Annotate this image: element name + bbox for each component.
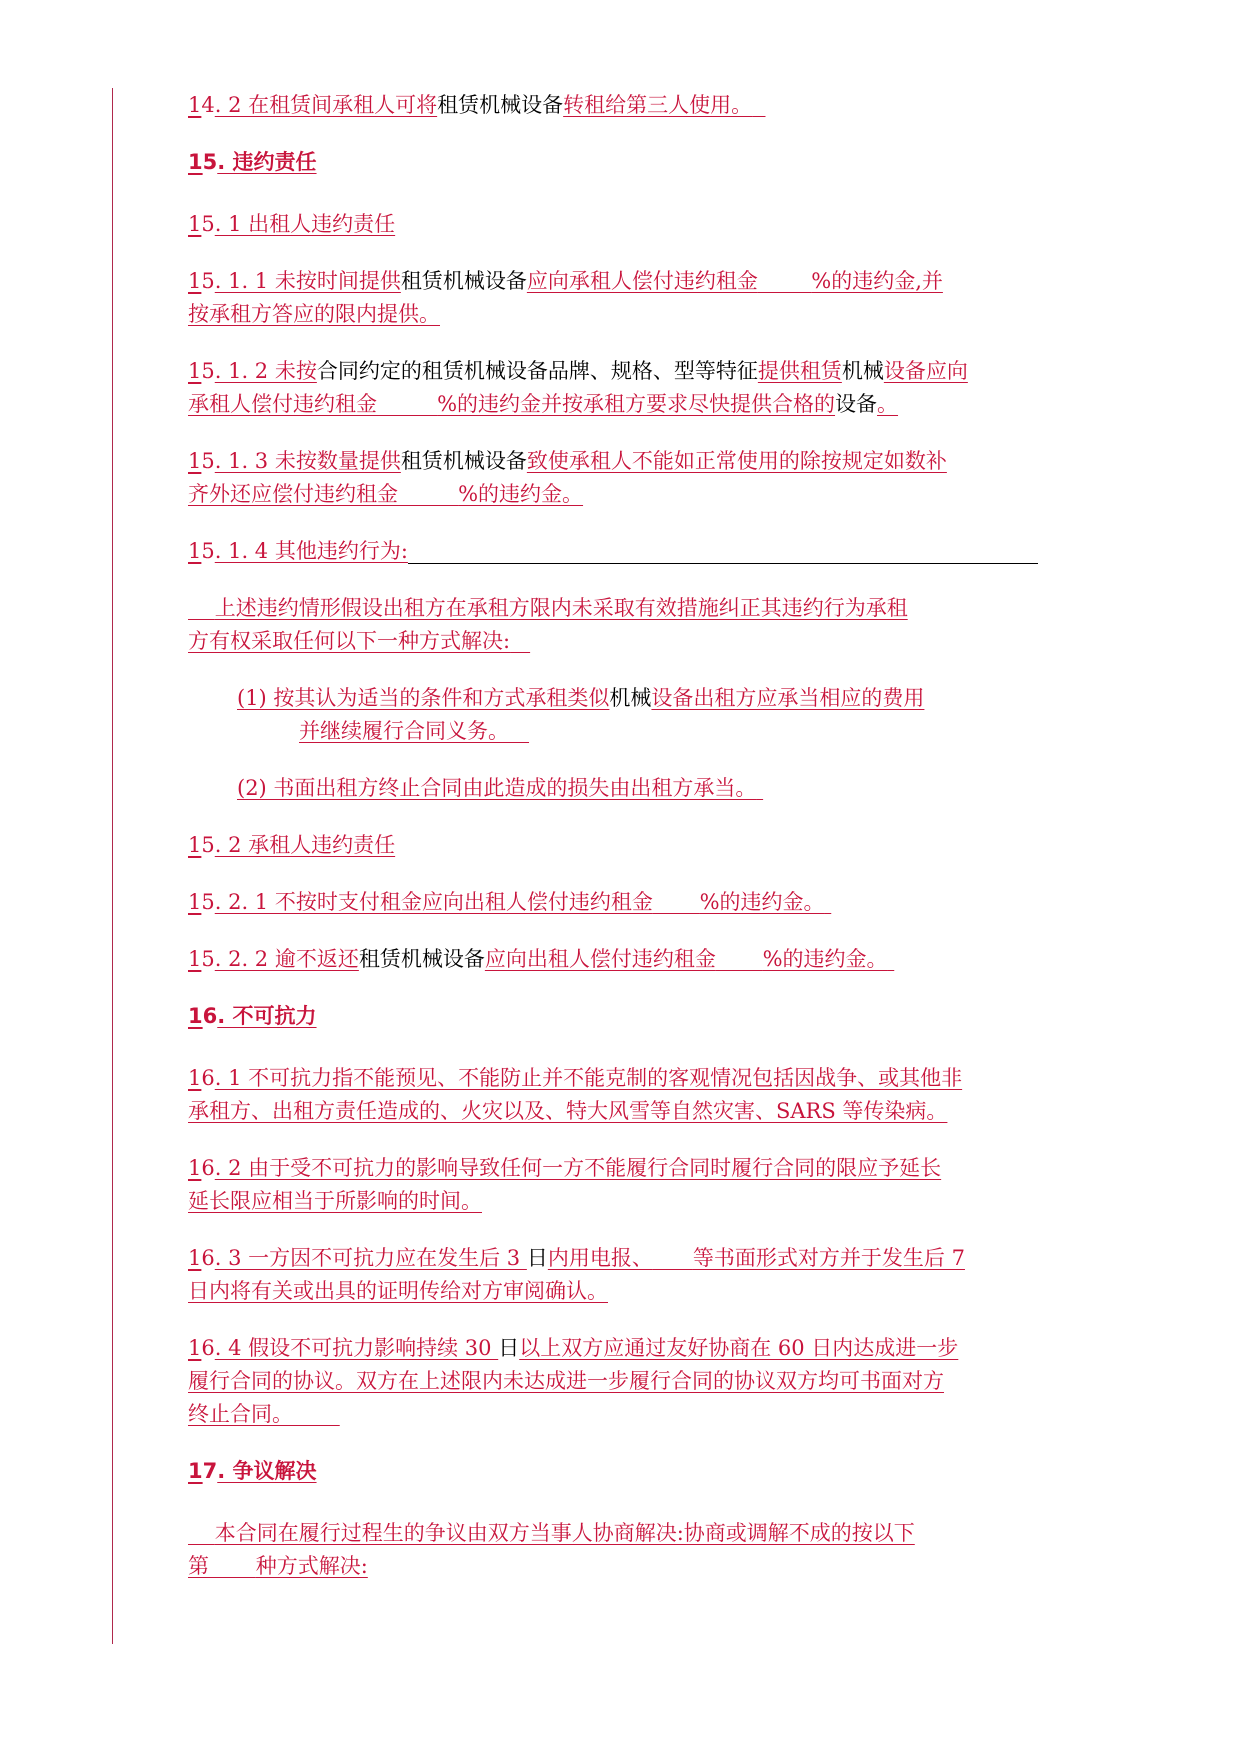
clause-16-1: 16. 1 不可抗力指不能预见、不能防止并不能克制的客观情况包括因战争、或其他非 承租方、出租方责任造成的、火灾以及、特大风雪等自然灾害、SARS 等传染病。 <box>188 1066 963 1123</box>
clause-15-2-1: 15. 2. 1 不按时支付租金应向出租人偿付违约租金 %的违约金。 <box>188 890 825 914</box>
dispute-paragraph: 本合同在履行过程生的争议由双方当事人协商解决:协商或调解不成的按以下 第 种方式解决: <box>188 1521 915 1578</box>
clause-16-3: 16. 3 一方因不可抗力应在发生后 3 日内用电报、 等书面形式对方并于发生后 7 日内将有关或出具的证明传给对方审阅确认。 <box>188 1246 965 1303</box>
clause-16-4: 16. 4 假设不可抗力影响持续 30 日以上双方应通过友好协商在 60 日内达成进一步 履行合同的协议。双方在上述限内未达成进一步履行合同的协议双方均可书面对方 终止合同。 <box>188 1336 959 1426</box>
clause-15-1-3: 15. 1. 3 未按数量提供租赁机械设备致使承租人不能如正常使用的除按规定如数补 齐外还应偿付违约租金 %的违约金。 <box>188 449 947 506</box>
section-heading-17: 17. 争议解决 <box>188 1459 317 1483</box>
remedy-option-1: (1) 按其认为适当的条件和方式承租类似机械设备出租方应承当相应的费用 并继续履行合同义务。 <box>237 686 925 743</box>
section-heading-16: 16. 不可抗力 <box>188 1004 317 1028</box>
clause-14-2: 14. 2 在租赁间承租人可将租赁机械设备转租给第三人使用。 <box>188 93 753 117</box>
section-heading-15: 15. 违约责任 <box>188 150 317 174</box>
clause-15-1-4: 15. 1. 4 其他违约行为: <box>188 535 1088 568</box>
clause-15-2-2: 15. 2. 2 逾不返还租赁机械设备应向出租人偿付违约租金 %的违约金。 <box>188 947 888 971</box>
remedy-paragraph: 上述违约情形假设出租方在承租方限内未采取有效措施纠正其违约行为承租 方有权采取任何以下一种方式解决: <box>188 596 908 653</box>
revision-margin-bar <box>112 88 113 1644</box>
document-body <box>188 89 1088 1607</box>
remedy-option-2: (2) 书面出租方终止合同由此造成的损失由出租方承当。 <box>237 776 757 800</box>
clause-15-1: 15. 1 出租人违约责任 <box>188 212 396 236</box>
clause-16-2: 16. 2 由于受不可抗力的影响导致任何一方不能履行合同时履行合同的限应予延长 延长限应相当于所影响的时间。 <box>188 1156 942 1213</box>
fill-in-blank-line <box>408 541 1038 564</box>
clause-15-2: 15. 2 承租人违约责任 <box>188 833 396 857</box>
clause-15-1-2: 15. 1. 2 未按合同约定的租赁机械设备品牌、规格、型等特征提供租赁机械设备应向 承租人偿付违约租金 %的违约金并按承租方要求尽快提供合格的设备。 <box>188 359 968 416</box>
clause-15-1-1: 15. 1. 1 未按时间提供租赁机械设备应向承租人偿付违约租金 %的违约金,并 按承租方答应的限内提供。 <box>188 269 943 326</box>
